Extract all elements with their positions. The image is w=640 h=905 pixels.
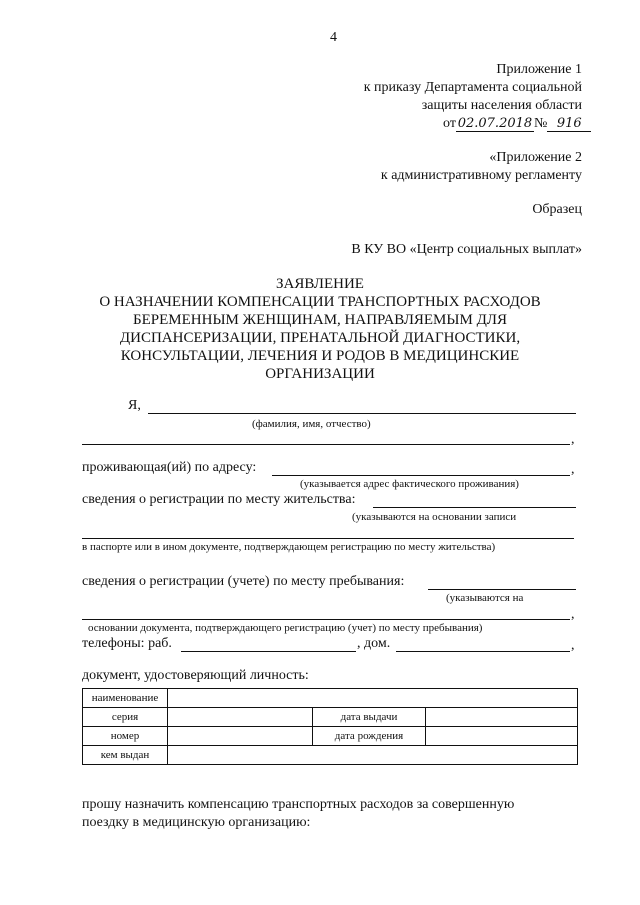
id-doc-label: документ, удостоверяющий личность:: [82, 668, 309, 683]
reg-stay-comma: ,: [571, 607, 575, 622]
handwritten-date: 02.07.2018: [457, 116, 533, 131]
id-document-table: [82, 688, 578, 765]
home-phone-label: , дом.: [357, 636, 391, 651]
ya-label: Я,: [128, 398, 141, 413]
reg-stay-field-line[interactable]: [428, 589, 576, 590]
appendix-1-title: Приложение 1: [496, 62, 582, 77]
appendix-2-line1: «Приложение 2: [489, 150, 582, 165]
addressee: В КУ ВО «Центр социальных выплат»: [351, 242, 582, 257]
appendix-2-line2: к административному регламенту: [380, 168, 582, 183]
request-line-1: прошу назначить компенсацию транспортных расходов за совершенную: [82, 797, 515, 812]
request-line-2: поездку в медицинскую организацию:: [82, 815, 311, 830]
fio-comma: ,: [571, 432, 575, 447]
birth-date-value-cell[interactable]: [426, 727, 578, 746]
number-value-cell[interactable]: [168, 727, 313, 746]
issued-by-label-cell: кем выдан: [83, 746, 168, 765]
reg-residence-line-2[interactable]: [82, 538, 574, 539]
table-row: [83, 746, 578, 765]
work-phone-field[interactable]: [181, 651, 356, 652]
phones-comma: ,: [571, 638, 575, 653]
title-line-5: КОНСУЛЬТАЦИИ, ЛЕЧЕНИЯ И РОДОВ В МЕДИЦИНСКИЕ: [120, 348, 520, 364]
home-phone-field[interactable]: [396, 651, 570, 652]
number-label-cell: номер: [83, 727, 168, 746]
birth-date-label-cell: дата рождения: [313, 727, 426, 746]
page-number: 4: [330, 30, 337, 45]
reg-residence-hint: (указываются на основании записи: [352, 511, 517, 523]
handwritten-number: 916: [547, 116, 591, 132]
title-line-1: ЗАЯВЛЕНИЕ: [276, 276, 364, 292]
number-sign: №: [533, 116, 548, 131]
appendix-1-line2: к приказу Департамента социальной: [363, 80, 582, 95]
reg-stay-hint: (указываются на: [446, 592, 524, 604]
title-line-4: ДИСПАНСЕРИЗАЦИИ, ПРЕНАТАЛЬНОЙ ДИАГНОСТИКИ,: [119, 330, 521, 346]
reg-stay-line-2[interactable]: [82, 619, 570, 620]
table-row: [83, 689, 578, 708]
issued-by-value-cell[interactable]: [168, 746, 578, 765]
reg-stay-label: сведения о регистрации (учете) по месту пребывания:: [82, 574, 405, 589]
series-label-cell: серия: [83, 708, 168, 727]
fio-hint: (фамилия, имя, отчество): [252, 418, 371, 430]
issue-date-value-cell[interactable]: [426, 708, 578, 727]
title-line-2: О НАЗНАЧЕНИИ КОМПЕНСАЦИИ ТРАНСПОРТНЫХ РАСХОДОВ: [99, 294, 541, 310]
address-hint: (указывается адрес фактического проживания): [300, 478, 519, 490]
series-value-cell[interactable]: [168, 708, 313, 727]
reg-stay-hint-2: основании документа, подтверждающего регистрацию (учет) по месту пребывания): [88, 622, 483, 634]
name-label-cell: наименование: [83, 689, 168, 708]
reg-residence-hint-2: в паспорте или в ином документе, подтверждающем регистрацию по месту жительства): [82, 541, 496, 553]
title-line-6: ОРГАНИЗАЦИИ: [265, 366, 375, 382]
fio-continuation-line[interactable]: [82, 444, 570, 445]
appendix-1-line3: защиты населения области: [421, 98, 582, 113]
fio-field-line[interactable]: [148, 413, 576, 414]
address-label: проживающая(ий) по адресу:: [82, 460, 257, 475]
sample-label: Образец: [532, 202, 582, 217]
appendix-1-date-row: [443, 116, 591, 132]
table-row: [83, 708, 578, 727]
issue-date-label-cell: дата выдачи: [313, 708, 426, 727]
phones-label: телефоны: раб.: [82, 636, 172, 651]
title-line-3: БЕРЕМЕННЫМ ЖЕНЩИНАМ, НАПРАВЛЯЕМЫМ ДЛЯ: [133, 312, 507, 328]
address-comma: ,: [571, 462, 575, 477]
date-prefix: от: [443, 116, 456, 131]
address-field-line[interactable]: [272, 475, 570, 476]
table-row: [83, 727, 578, 746]
reg-residence-label: сведения о регистрации по месту жительства:: [82, 492, 356, 507]
reg-residence-field-line[interactable]: [373, 507, 576, 508]
name-value-cell[interactable]: [168, 689, 578, 708]
